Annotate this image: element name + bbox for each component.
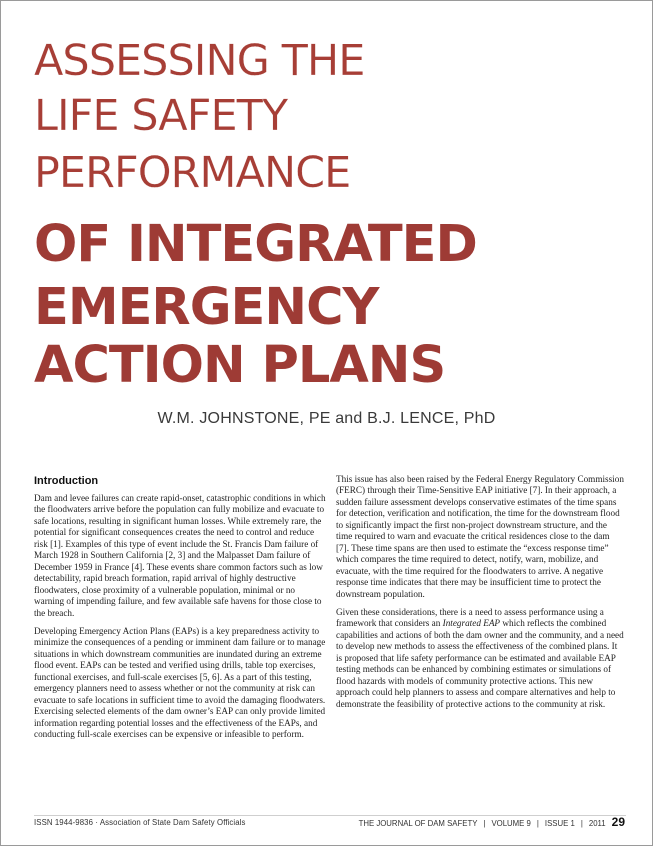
title-line-5: EMERGENCY bbox=[34, 278, 379, 337]
authors-byline: W.M. JOHNSTONE, PE and B.J. LENCE, PhD bbox=[157, 410, 496, 427]
journal-name: THE JOURNAL OF DAM SAFETY bbox=[358, 819, 478, 828]
title-line-2: LIFE SAFETY bbox=[34, 91, 288, 141]
text-run: which reflects the combined capabilities and actions of both the dam owner and the community, and a need to develop new methods to assess the effectiveness of the combined plans. It is proposed that life safety performance can be estimated and available EAP testing methods can be enhanced by combining estimates or simulations of flood hazards with models of community protective actions. This new approach could help planners to assess and compare alternatives and help to demonstrate the feasibility of protective actions to the community at risk. bbox=[336, 618, 624, 709]
separator: | bbox=[580, 819, 583, 828]
title-line-4: OF INTEGRATED bbox=[34, 215, 477, 274]
left-column bbox=[34, 474, 326, 748]
separator: | bbox=[536, 819, 539, 828]
paragraph: Developing Emergency Action Plans (EAPs) is a key preparedness activity to minimize the consequences of a pending or imminent dam failure or to manage situations in which downstream communities are inundated during an extreme flood event. EAPs can be tested and verified using drills, table top exercises, functional exercises, and full-scale exercises [5, 6]. As a part of this testing, emergency planners need to assess whether or not the community at risk can evacuate to safe locations in sufficient time to avoid the damaging floodwaters. Exercising selected elements of the dam owner’s EAP can only provide limited information regarding potential losses and the effectiveness of the EAPs, and conducting full-scale exercises can be expensive or infeasible to perform. bbox=[34, 625, 326, 740]
title-line-3: PERFORMANCE bbox=[34, 148, 351, 198]
paragraph: Dam and levee failures can create rapid-onset, catastrophic conditions in which the floodwaters arrive before the population can fully mobilize and evacuate to safe locations, resulting in significant human losses. While extremely rare, the potential for significant consequences creates the need to control and reduce risk [1]. Examples of this type of event include the St. Francis Dam failure of March 1928 in Southern California [2, 3] and the Malpasset Dam failure of December 1959 in France [4]. These events share common factors such as low detectability, rapid breach formation, rapid arrival of highly destructive floodwaters, close proximity of a vulnerable population, minimal or no warning of impending failure, and few available safe havens for those close to the breach. bbox=[34, 493, 326, 618]
issue: ISSUE 1 bbox=[544, 819, 575, 828]
volume: VOLUME 9 bbox=[491, 819, 531, 828]
title-line-1: ASSESSING THE bbox=[34, 36, 365, 86]
section-heading: Introduction bbox=[34, 475, 99, 487]
title-line-6: ACTION PLANS bbox=[34, 336, 446, 395]
footer-journal-info bbox=[359, 815, 625, 829]
year: 2011 bbox=[588, 819, 606, 828]
page-number: 29 bbox=[611, 815, 625, 829]
text-run: Given these considerations, there is a need to assess performance using a framework that considers an bbox=[336, 606, 604, 629]
paragraph bbox=[336, 607, 624, 710]
separator: | bbox=[483, 819, 486, 828]
paragraph: This issue has also been raised by the Federal Energy Regulatory Commission (FERC) through their Time-Sensitive EAP initiative [7]. In their approach, a sudden failure assessment develops conservative estimates of the time spans for detection, verification and notification, the time for the downstream flood to significantly impact the first non-project downstream structure, and the time required to warn and evacuate the critical residences close to the dam [7]. These time spans are then used to estimate the “excess response time” which compares the time required to detect, notify, warn, mobilize, and evacuate, with the time required for the floodwaters to arrive. A negative response time indicates that there may be insufficient time to protect the downstream population. bbox=[336, 474, 624, 599]
right-column bbox=[336, 474, 624, 717]
italic-term: Integrated EAP bbox=[442, 618, 501, 629]
footer-issn: ISSN 1944-9836 · Association of State Dam Safety Officials bbox=[34, 818, 246, 827]
